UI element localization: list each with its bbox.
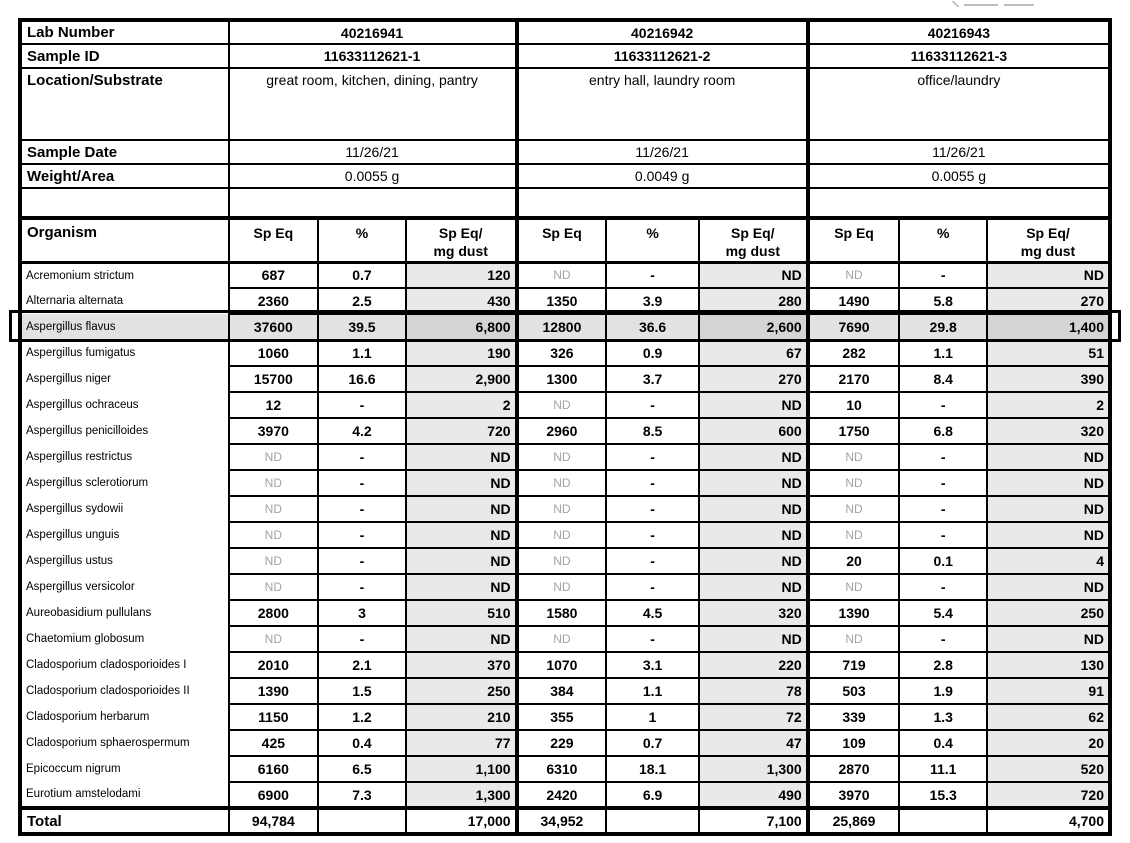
sp-eq-cell: ND — [517, 522, 607, 548]
organism-name: Aspergillus ochraceus — [20, 392, 229, 418]
percent-cell: - — [899, 522, 987, 548]
sp-eq-mg-cell: 62 — [987, 704, 1110, 730]
organism-name: Cladosporium cladosporioides II — [20, 678, 229, 704]
sp-eq-cell: ND — [229, 522, 319, 548]
sp-eq-cell: 1580 — [517, 600, 607, 626]
header-value: 40216941 — [229, 20, 517, 44]
sp-eq-mg-cell: 390 — [987, 366, 1110, 392]
sp-eq-mg-cell: ND — [699, 574, 808, 600]
header-row-label: Sample Date — [20, 140, 229, 164]
lab-report-table — [18, 18, 1112, 836]
sp-eq-cell: 1070 — [517, 652, 607, 678]
total-sp-eq-mg-cell: 17,000 — [406, 808, 517, 834]
sp-eq-cell: 1750 — [808, 418, 900, 444]
col-header-sp-eq-mg — [987, 218, 1110, 262]
sp-eq-mg-cell: 280 — [699, 288, 808, 314]
organism-name: Eurotium amstelodami — [20, 782, 229, 808]
percent-cell: - — [606, 392, 699, 418]
sp-eq-cell: 384 — [517, 678, 607, 704]
header-value: 0.0049 g — [517, 164, 808, 188]
sp-eq-cell: ND — [808, 574, 900, 600]
sp-eq-cell: ND — [517, 444, 607, 470]
percent-cell: 1.2 — [318, 704, 406, 730]
percent-cell: 3.7 — [606, 366, 699, 392]
header-row-label: Lab Number — [20, 20, 229, 44]
sp-eq-mg-cell: 320 — [987, 418, 1110, 444]
sp-eq-mg-cell: 720 — [406, 418, 517, 444]
header-value: 11633112621-1 — [229, 44, 517, 68]
total-percent-cell — [899, 808, 987, 834]
organism-name: Aspergillus sclerotiorum — [20, 470, 229, 496]
percent-cell: 1.1 — [318, 340, 406, 366]
percent-cell: 4.2 — [318, 418, 406, 444]
percent-cell: 8.4 — [899, 366, 987, 392]
sp-eq-mg-cell: 510 — [406, 600, 517, 626]
sp-eq-cell: 1150 — [229, 704, 319, 730]
sp-eq-mg-cell: 220 — [699, 652, 808, 678]
sp-eq-cell: ND — [808, 444, 900, 470]
percent-cell: - — [899, 496, 987, 522]
percent-cell: - — [606, 522, 699, 548]
sp-eq-cell: ND — [229, 444, 319, 470]
col-header-percent: % — [899, 218, 987, 262]
header-value: 11/26/21 — [229, 140, 517, 164]
blank-cell — [20, 188, 229, 218]
sp-eq-cell: ND — [517, 496, 607, 522]
sp-eq-cell: 6160 — [229, 756, 319, 782]
total-sp-eq-cell: 25,869 — [808, 808, 900, 834]
sp-eq-cell: 2360 — [229, 288, 319, 314]
percent-cell: - — [899, 626, 987, 652]
sp-eq-cell: 12 — [229, 392, 319, 418]
organism-name: Cladosporium cladosporioides I — [20, 652, 229, 678]
sp-eq-mg-cell: ND — [406, 496, 517, 522]
sp-eq-mg-cell: ND — [987, 496, 1110, 522]
percent-cell: - — [318, 496, 406, 522]
sp-eq-mg-cell: 250 — [987, 600, 1110, 626]
lab-report-sheet — [18, 18, 1112, 836]
sp-eq-mg-cell: 67 — [699, 340, 808, 366]
sp-eq-mg-cell: 270 — [699, 366, 808, 392]
col-header-sp-eq: Sp Eq — [808, 218, 900, 262]
sp-eq-mg-cell: ND — [987, 626, 1110, 652]
organism-name: Aureobasidium pullulans — [20, 600, 229, 626]
header-row-label: Location/Substrate — [20, 68, 229, 140]
header-value: 40216943 — [808, 20, 1110, 44]
sp-eq-mg-cell: 1,400 — [987, 314, 1110, 340]
sp-eq-cell: ND — [229, 470, 319, 496]
sp-eq-mg-cell: ND — [406, 548, 517, 574]
header-value: 11633112621-2 — [517, 44, 808, 68]
sp-eq-cell: 2010 — [229, 652, 319, 678]
sp-eq-cell: 282 — [808, 340, 900, 366]
percent-cell: 6.5 — [318, 756, 406, 782]
sp-eq-cell: 1390 — [229, 678, 319, 704]
sp-eq-mg-cell: ND — [987, 522, 1110, 548]
sp-eq-cell: 1350 — [517, 288, 607, 314]
percent-cell: 3 — [318, 600, 406, 626]
total-sp-eq-mg-cell: 4,700 — [987, 808, 1110, 834]
sp-eq-cell: 425 — [229, 730, 319, 756]
total-sp-eq-mg-cell: 7,100 — [699, 808, 808, 834]
sp-eq-mg-cell: ND — [406, 470, 517, 496]
organism-name: Aspergillus restrictus — [20, 444, 229, 470]
sp-eq-cell: ND — [517, 262, 607, 288]
percent-cell: 0.7 — [318, 262, 406, 288]
percent-cell: 1.5 — [318, 678, 406, 704]
sp-eq-mg-cell: 270 — [987, 288, 1110, 314]
percent-cell: 15.3 — [899, 782, 987, 808]
header-value: 0.0055 g — [229, 164, 517, 188]
sp-eq-cell: ND — [808, 626, 900, 652]
sp-eq-mg-cell: 430 — [406, 288, 517, 314]
sp-eq-cell: ND — [808, 470, 900, 496]
sp-eq-cell: 339 — [808, 704, 900, 730]
percent-cell: 5.4 — [899, 600, 987, 626]
sp-eq-mg-cell: 1,300 — [699, 756, 808, 782]
percent-cell: - — [318, 444, 406, 470]
sp-eq-cell: ND — [229, 574, 319, 600]
organism-name: Aspergillus unguis — [20, 522, 229, 548]
header-value: office/laundry — [808, 68, 1110, 140]
percent-cell: 1 — [606, 704, 699, 730]
sp-eq-cell: 7690 — [808, 314, 900, 340]
sp-eq-cell: 6900 — [229, 782, 319, 808]
percent-cell: - — [899, 574, 987, 600]
col-header-sp-eq-mg-line1: Sp Eq/ — [1026, 225, 1070, 241]
percent-cell: 7.3 — [318, 782, 406, 808]
sp-eq-cell: ND — [229, 626, 319, 652]
sp-eq-mg-cell: ND — [699, 548, 808, 574]
sp-eq-mg-cell: 320 — [699, 600, 808, 626]
sp-eq-mg-cell: 520 — [987, 756, 1110, 782]
col-header-sp-eq: Sp Eq — [517, 218, 607, 262]
organism-name: Aspergillus penicilloides — [20, 418, 229, 444]
col-header-sp-eq-mg-line2: mg dust — [725, 243, 781, 259]
percent-cell: - — [899, 262, 987, 288]
cropped-text-fragment — [952, 1, 1042, 7]
percent-cell: - — [318, 548, 406, 574]
sp-eq-mg-cell: 190 — [406, 340, 517, 366]
sp-eq-mg-cell: ND — [699, 626, 808, 652]
total-sp-eq-cell: 94,784 — [229, 808, 319, 834]
organism-name: Aspergillus ustus — [20, 548, 229, 574]
sp-eq-cell: ND — [517, 392, 607, 418]
sp-eq-mg-cell: ND — [699, 262, 808, 288]
sp-eq-mg-cell: 1,300 — [406, 782, 517, 808]
sp-eq-cell: 326 — [517, 340, 607, 366]
sp-eq-cell: ND — [808, 262, 900, 288]
sp-eq-cell: 2870 — [808, 756, 900, 782]
percent-cell: - — [318, 626, 406, 652]
sp-eq-cell: 503 — [808, 678, 900, 704]
sp-eq-mg-cell: ND — [987, 470, 1110, 496]
sp-eq-mg-cell: 210 — [406, 704, 517, 730]
organism-name: Acremonium strictum — [20, 262, 229, 288]
sp-eq-mg-cell: ND — [699, 470, 808, 496]
sp-eq-mg-cell: 78 — [699, 678, 808, 704]
sp-eq-mg-cell: ND — [406, 522, 517, 548]
sp-eq-mg-cell: ND — [699, 496, 808, 522]
sp-eq-cell: 229 — [517, 730, 607, 756]
sp-eq-mg-cell: 72 — [699, 704, 808, 730]
sp-eq-cell: ND — [808, 496, 900, 522]
sp-eq-cell: 2960 — [517, 418, 607, 444]
percent-cell: 0.7 — [606, 730, 699, 756]
sp-eq-mg-cell: ND — [699, 392, 808, 418]
total-percent-cell — [606, 808, 699, 834]
sp-eq-mg-cell: 6,800 — [406, 314, 517, 340]
sp-eq-mg-cell: 720 — [987, 782, 1110, 808]
organism-name: Aspergillus versicolor — [20, 574, 229, 600]
percent-cell: 6.9 — [606, 782, 699, 808]
sp-eq-mg-cell: 370 — [406, 652, 517, 678]
sp-eq-cell: 687 — [229, 262, 319, 288]
percent-cell: - — [606, 496, 699, 522]
percent-cell: 2.8 — [899, 652, 987, 678]
organism-column-header: Organism — [20, 218, 229, 262]
organism-name: Alternaria alternata — [20, 288, 229, 314]
total-label: Total — [20, 808, 229, 834]
organism-name: Chaetomium globosum — [20, 626, 229, 652]
sp-eq-cell: ND — [517, 574, 607, 600]
sp-eq-mg-cell: 91 — [987, 678, 1110, 704]
sp-eq-cell: 1300 — [517, 366, 607, 392]
sp-eq-cell: 12800 — [517, 314, 607, 340]
percent-cell: - — [606, 262, 699, 288]
organism-name: Epicoccum nigrum — [20, 756, 229, 782]
organism-name: Aspergillus niger — [20, 366, 229, 392]
sp-eq-cell: ND — [517, 548, 607, 574]
sp-eq-cell: 1490 — [808, 288, 900, 314]
percent-cell: 0.4 — [318, 730, 406, 756]
col-header-sp-eq-mg-line2: mg dust — [433, 243, 488, 259]
percent-cell: - — [606, 574, 699, 600]
sp-eq-mg-cell: 20 — [987, 730, 1110, 756]
total-sp-eq-cell: 34,952 — [517, 808, 607, 834]
header-value: 40216942 — [517, 20, 808, 44]
percent-cell: 29.8 — [899, 314, 987, 340]
percent-cell: 2.5 — [318, 288, 406, 314]
blank-cell — [517, 188, 808, 218]
sp-eq-cell: 3970 — [808, 782, 900, 808]
header-row-label: Weight/Area — [20, 164, 229, 188]
percent-cell: - — [606, 444, 699, 470]
sp-eq-cell: 10 — [808, 392, 900, 418]
organism-name: Aspergillus sydowii — [20, 496, 229, 522]
sp-eq-mg-cell: 600 — [699, 418, 808, 444]
sp-eq-cell: 6310 — [517, 756, 607, 782]
header-row-label: Sample ID — [20, 44, 229, 68]
percent-cell: 11.1 — [899, 756, 987, 782]
percent-cell: 0.4 — [899, 730, 987, 756]
sp-eq-cell: 15700 — [229, 366, 319, 392]
sp-eq-mg-cell: 2,600 — [699, 314, 808, 340]
sp-eq-mg-cell: ND — [699, 444, 808, 470]
sp-eq-cell: ND — [808, 522, 900, 548]
sp-eq-cell: 1390 — [808, 600, 900, 626]
sp-eq-mg-cell: 250 — [406, 678, 517, 704]
percent-cell: - — [318, 522, 406, 548]
col-header-percent: % — [318, 218, 406, 262]
percent-cell: 8.5 — [606, 418, 699, 444]
sp-eq-cell: 2170 — [808, 366, 900, 392]
percent-cell: - — [899, 444, 987, 470]
sp-eq-mg-cell: 1,100 — [406, 756, 517, 782]
organism-name: Cladosporium sphaerospermum — [20, 730, 229, 756]
percent-cell: - — [606, 548, 699, 574]
sp-eq-mg-cell: ND — [406, 626, 517, 652]
percent-cell: 1.1 — [899, 340, 987, 366]
header-value: entry hall, laundry room — [517, 68, 808, 140]
organism-name: Cladosporium herbarum — [20, 704, 229, 730]
percent-cell: 39.5 — [318, 314, 406, 340]
col-header-sp-eq-mg — [699, 218, 808, 262]
percent-cell: 16.6 — [318, 366, 406, 392]
percent-cell: 18.1 — [606, 756, 699, 782]
col-header-sp-eq-mg-line1: Sp Eq/ — [731, 225, 775, 241]
organism-name: Aspergillus fumigatus — [20, 340, 229, 366]
sp-eq-mg-cell: ND — [987, 262, 1110, 288]
sp-eq-mg-cell: 130 — [987, 652, 1110, 678]
sp-eq-mg-cell: 77 — [406, 730, 517, 756]
percent-cell: 3.1 — [606, 652, 699, 678]
sp-eq-cell: ND — [517, 626, 607, 652]
percent-cell: 2.1 — [318, 652, 406, 678]
sp-eq-cell: 37600 — [229, 314, 319, 340]
sp-eq-mg-cell: ND — [987, 574, 1110, 600]
col-header-sp-eq-mg-line2: mg dust — [1020, 243, 1076, 259]
sp-eq-cell: 2420 — [517, 782, 607, 808]
percent-cell: 1.1 — [606, 678, 699, 704]
total-percent-cell — [318, 808, 406, 834]
percent-cell: - — [318, 392, 406, 418]
sp-eq-mg-cell: ND — [699, 522, 808, 548]
header-value: great room, kitchen, dining, pantry — [229, 68, 517, 140]
percent-cell: 5.8 — [899, 288, 987, 314]
sp-eq-mg-cell: 51 — [987, 340, 1110, 366]
header-value: 11/26/21 — [808, 140, 1110, 164]
header-value: 0.0055 g — [808, 164, 1110, 188]
percent-cell: 6.8 — [899, 418, 987, 444]
col-header-percent: % — [606, 218, 699, 262]
sp-eq-cell: 3970 — [229, 418, 319, 444]
percent-cell: - — [318, 470, 406, 496]
percent-cell: - — [318, 574, 406, 600]
sp-eq-mg-cell: ND — [406, 574, 517, 600]
blank-cell — [808, 188, 1110, 218]
sp-eq-mg-cell: 47 — [699, 730, 808, 756]
col-header-sp-eq-mg-line1: Sp Eq/ — [438, 225, 483, 241]
sp-eq-mg-cell: 2,900 — [406, 366, 517, 392]
sp-eq-mg-cell: 490 — [699, 782, 808, 808]
sp-eq-mg-cell: 4 — [987, 548, 1110, 574]
sp-eq-cell: 355 — [517, 704, 607, 730]
col-header-sp-eq: Sp Eq — [229, 218, 319, 262]
sp-eq-mg-cell: 2 — [987, 392, 1110, 418]
percent-cell: 1.3 — [899, 704, 987, 730]
percent-cell: 3.9 — [606, 288, 699, 314]
organism-name: Aspergillus flavus — [20, 314, 229, 340]
percent-cell: 36.6 — [606, 314, 699, 340]
sp-eq-cell: 20 — [808, 548, 900, 574]
percent-cell: 0.9 — [606, 340, 699, 366]
sp-eq-mg-cell: 120 — [406, 262, 517, 288]
percent-cell: - — [606, 626, 699, 652]
sp-eq-cell: 719 — [808, 652, 900, 678]
percent-cell: 1.9 — [899, 678, 987, 704]
sp-eq-cell: ND — [229, 548, 319, 574]
col-header-sp-eq-mg — [406, 218, 517, 262]
header-value: 11/26/21 — [517, 140, 808, 164]
sp-eq-mg-cell: ND — [406, 444, 517, 470]
sp-eq-cell: ND — [229, 496, 319, 522]
percent-cell: - — [899, 392, 987, 418]
sp-eq-cell: 1060 — [229, 340, 319, 366]
percent-cell: 4.5 — [606, 600, 699, 626]
percent-cell: - — [606, 470, 699, 496]
sp-eq-mg-cell: ND — [987, 444, 1110, 470]
blank-cell — [229, 188, 517, 218]
percent-cell: - — [899, 470, 987, 496]
sp-eq-cell: ND — [517, 470, 607, 496]
sp-eq-mg-cell: 2 — [406, 392, 517, 418]
header-value: 11633112621-3 — [808, 44, 1110, 68]
percent-cell: 0.1 — [899, 548, 987, 574]
sp-eq-cell: 2800 — [229, 600, 319, 626]
sp-eq-cell: 109 — [808, 730, 900, 756]
